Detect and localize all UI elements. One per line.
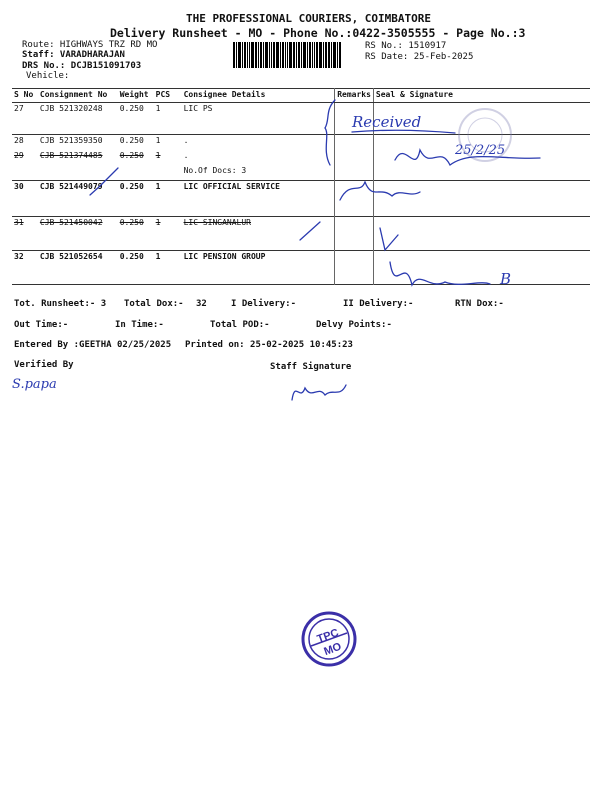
rs-date: RS Date: 25-Feb-2025 xyxy=(365,52,474,62)
cell-weight: 0.250 xyxy=(119,136,144,145)
printed-on: Printed on: 25-02-2025 10:45:23 xyxy=(185,340,353,350)
signature-scribble-2 xyxy=(340,182,420,200)
cell-weight: 0.250 xyxy=(119,218,144,227)
handwritten-received: Received xyxy=(352,113,422,131)
handwritten-signature-initial: B xyxy=(500,270,512,288)
cell-sno: 27 xyxy=(14,104,24,113)
tpc-stamp xyxy=(301,611,357,667)
cell-pcs: 1 xyxy=(155,151,161,160)
cell-weight: 0.250 xyxy=(119,252,144,261)
cell-consignment: CJB 521449079 xyxy=(39,182,103,191)
cell-consignee: LIC OFFICIAL SERVICE xyxy=(182,181,335,197)
check-mark xyxy=(90,168,118,195)
drs-value: DCJB151091703 xyxy=(70,61,142,71)
cell-consignment: CJB 521450042 xyxy=(39,218,103,227)
col-consignee: Consignee Details xyxy=(182,89,335,103)
col-consignment: Consignment No xyxy=(38,89,118,103)
remarks-brace xyxy=(325,100,335,165)
cell-pcs: 1 xyxy=(155,182,161,191)
entered-by: Entered By :GEETHA 02/25/2025 xyxy=(14,340,172,350)
col-pcs: PCS xyxy=(154,89,182,103)
tot-runsheet: Tot. Runsheet:- 3 xyxy=(14,299,107,309)
cell-sno: 28 xyxy=(14,136,24,145)
cell-consignee: LIC SINGANALUR xyxy=(182,217,335,233)
cell-consignee: . xyxy=(182,135,335,151)
col-remarks: Remarks xyxy=(335,89,374,103)
cell-consignment: CJB 521052654 xyxy=(39,252,103,261)
cell-weight: 0.250 xyxy=(119,182,144,191)
route-label: Route: HIGHWAYS TRZ RD MO xyxy=(22,40,158,50)
cell-consignee: LIC PENSION GROUP xyxy=(182,251,335,267)
cell-pcs: 1 xyxy=(155,252,161,261)
rs-number: RS No.: 1510917 xyxy=(365,41,447,51)
cell-weight: 0.250 xyxy=(119,104,144,113)
signature-scribble-3 xyxy=(390,262,490,285)
col-sno: S No xyxy=(12,89,38,103)
cell-sno: 30 xyxy=(14,182,24,191)
i-delivery: I Delivery:- xyxy=(231,299,297,309)
rtn-dox: RTN Dox:- xyxy=(455,299,504,309)
staff-signature xyxy=(292,385,346,400)
cell-pcs: 1 xyxy=(155,218,161,227)
staff-signature-label: Staff Signature xyxy=(270,362,352,372)
total-pod: Total POD:- xyxy=(210,320,270,330)
stamp-bottom-text: MO xyxy=(322,640,344,659)
cell-pcs: 1 xyxy=(155,104,161,113)
drs-label: DRS No.: xyxy=(22,61,66,71)
cell-consignee: . xyxy=(182,150,335,165)
cell-consignment: CJB 521374485 xyxy=(39,151,103,160)
handwritten-date: 25/2/25 xyxy=(455,143,506,158)
cell-sno: 29 xyxy=(14,151,24,160)
tick-squiggle xyxy=(380,228,398,250)
runsheet-title: Delivery Runsheet - MO - Phone No.:0422-3505555 - Page No.:3 xyxy=(110,26,526,40)
cell-sno: 31 xyxy=(14,218,24,227)
stamp-top-text: TPC xyxy=(315,626,341,646)
dash-mark xyxy=(300,222,320,240)
total-dox-label: Total Dox:- xyxy=(124,299,184,309)
cell-consignee: LIC PS xyxy=(182,103,335,119)
col-weight: Weight xyxy=(118,89,154,103)
vehicle-label: Vehicle: xyxy=(26,71,70,81)
in-time: In Time:- xyxy=(115,320,164,330)
staff-label: Staff: VARADHARAJAN xyxy=(22,50,125,60)
verified-by-label: Verified By xyxy=(14,360,74,370)
cell-consignment: CJB 521359350 xyxy=(39,136,103,145)
col-seal: Seal & Signature xyxy=(373,89,590,103)
total-dox-value: 32 xyxy=(196,299,207,309)
cell-sno: 32 xyxy=(14,252,24,261)
cell-pcs: 1 xyxy=(155,136,161,145)
verifier-signature: S.papa xyxy=(12,377,57,392)
cell-consignment: CJB 521320248 xyxy=(39,104,103,113)
cell-weight: 0.250 xyxy=(119,151,144,160)
ii-delivery: II Delivery:- xyxy=(343,299,414,309)
cell-doc-count: No.Of Docs: 3 xyxy=(182,165,335,181)
out-time: Out Time:- xyxy=(14,320,69,330)
company-name: THE PROFESSIONAL COURIERS, COIMBATORE xyxy=(186,12,432,25)
delvy-points: Delvy Points:- xyxy=(316,320,392,330)
